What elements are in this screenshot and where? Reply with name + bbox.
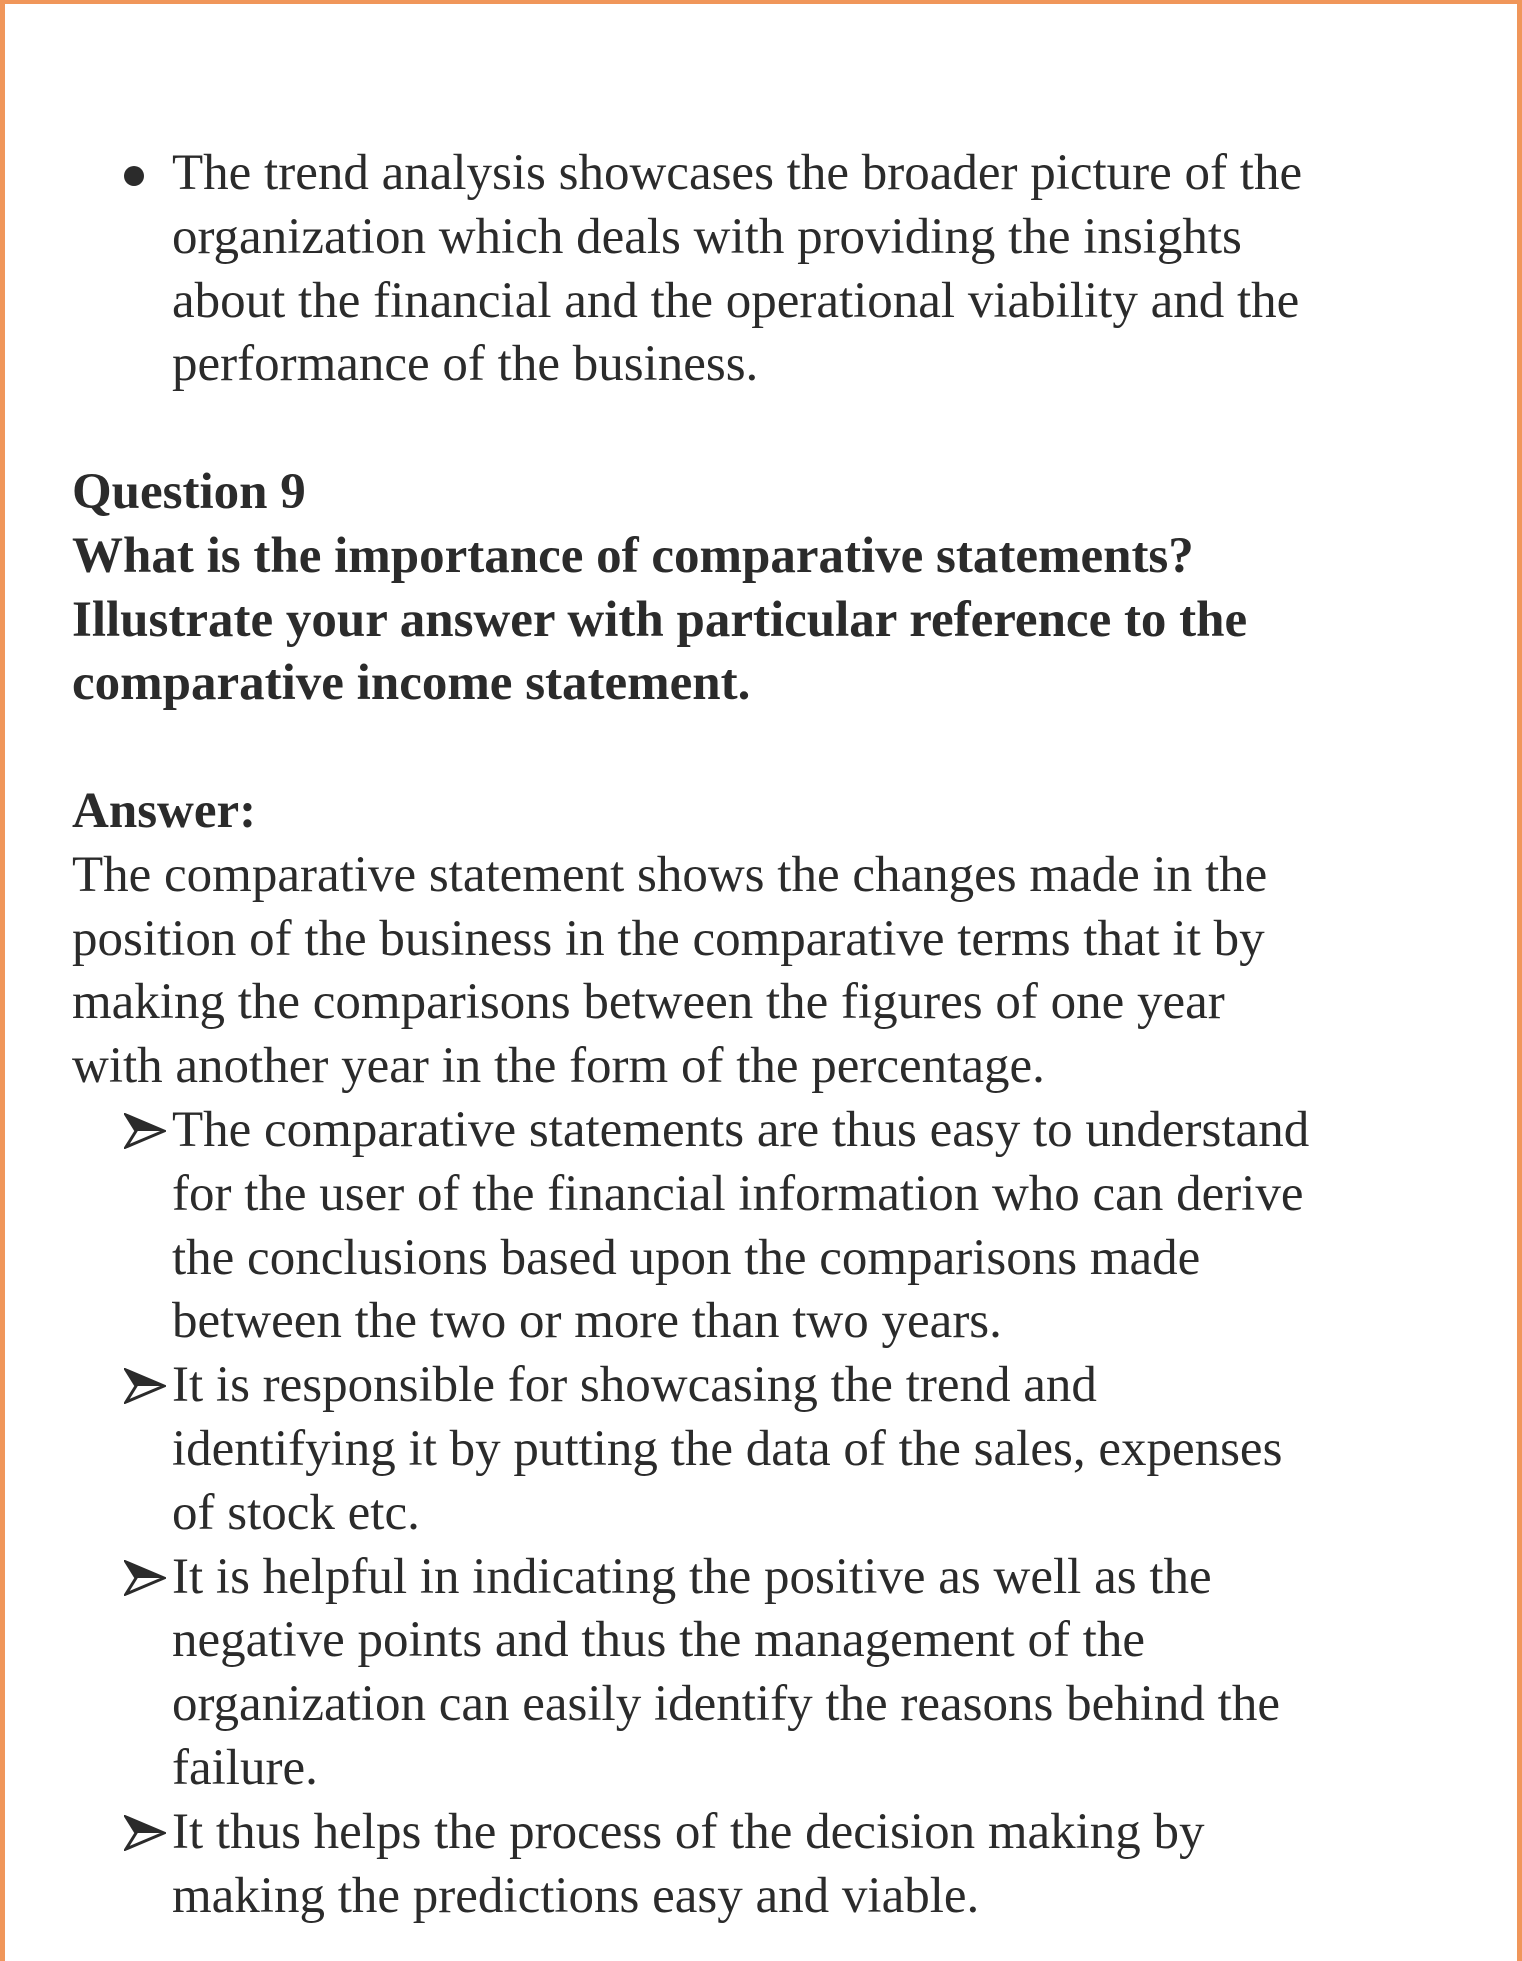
answer-point-line: negative points and thus the management of the (172, 1612, 1145, 1669)
answer-point-line: organization can easily identify the reasons behind the (172, 1676, 1280, 1733)
answer-point-line: of stock etc. (172, 1484, 420, 1541)
answer-heading: Answer: (72, 782, 257, 839)
bullet-line: performance of the business. (172, 336, 759, 393)
answer-point-line: making the predictions easy and viable. (172, 1867, 980, 1924)
answer-point (0, 1546, 1522, 1801)
answer-point (0, 1354, 1522, 1545)
arrowhead-bullet-icon (124, 1560, 166, 1596)
answer-intro-line: with another year in the form of the percentage. (72, 1038, 1045, 1095)
answer-point-line: It is helpful in indicating the positive as well as the (172, 1548, 1212, 1605)
answer-block (0, 780, 1522, 1928)
arrowhead-bullet-icon (124, 1815, 166, 1851)
question-line: comparative income statement. (72, 655, 751, 712)
question-line: What is the importance of comparative statements? (72, 527, 1194, 584)
answer-point-line: failure. (172, 1739, 318, 1796)
bullet-line: organization which deals with providing the insights (172, 208, 1242, 265)
answer-point-line: It is responsible for showcasing the trend and (172, 1357, 1097, 1414)
answer-point (0, 1801, 1522, 1929)
answer-intro-line: position of the business in the comparative terms that it by (72, 910, 1265, 967)
answer-point-line: between the two or more than two years. (172, 1293, 1002, 1350)
answer-point (0, 1099, 1522, 1354)
bullet-item (0, 142, 1522, 397)
answer-point-line: It thus helps the process of the decision making by (172, 1803, 1205, 1860)
answer-intro-line: The comparative statement shows the changes made in the (72, 846, 1268, 903)
question-heading: Question 9 (72, 463, 306, 520)
arrowhead-bullet-icon (124, 1113, 166, 1149)
document-page (0, 142, 1522, 1928)
bullet-dot-icon (124, 166, 144, 186)
answer-point-line: the conclusions based upon the comparisons made (172, 1229, 1201, 1286)
answer-intro-line: making the comparisons between the figures of one year (72, 974, 1225, 1031)
bullet-line: about the financial and the operational viability and the (172, 272, 1300, 329)
question-block (0, 461, 1522, 716)
arrowhead-bullet-icon (124, 1368, 166, 1404)
bullet-line: The trend analysis showcases the broader picture of the (172, 145, 1303, 201)
answer-point-line: identifying it by putting the data of the sales, expenses (172, 1420, 1283, 1477)
answer-point-line: The comparative statements are thus easy to understand (172, 1101, 1310, 1158)
question-line: Illustrate your answer with particular reference to the (72, 591, 1248, 648)
answer-point-line: for the user of the financial information who can derive (172, 1165, 1304, 1222)
